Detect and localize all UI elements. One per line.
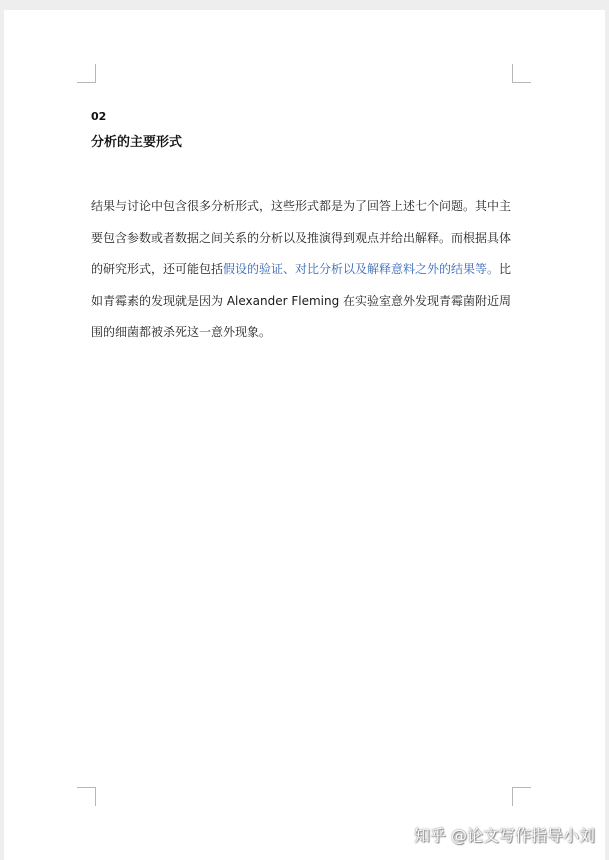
- paragraph-text-after-highlight: 比如青霉素的发现就是因为 Alexander Fleming 在实验室意外发现青霉菌附近周围的细菌都被杀死这一意外现象。: [91, 262, 512, 339]
- zhihu-watermark: 知乎 @论文写作指导小刘: [413, 826, 595, 845]
- page-corner-mark-top-right: [512, 64, 531, 83]
- document-page: [4, 10, 605, 860]
- body-paragraph: [91, 191, 521, 349]
- page-corner-mark-bottom-left: [77, 787, 96, 806]
- page-corner-mark-bottom-right: [512, 787, 531, 806]
- paragraph-highlighted-text: 假设的验证、对比分析以及解释意料之外的结果等。: [223, 262, 500, 276]
- section-title: 分析的主要形式: [91, 135, 183, 150]
- section-number: 02: [91, 110, 107, 123]
- paragraph-text-before-highlight: 结果与讨论中包含很多分析形式，这些形式都是为了回答上述七个问题。其中主要包含参数或者数据之间关系的分析以及推演得到观点并给出解释。而根据具体的研究形式，还可能包括: [91, 199, 512, 276]
- page-corner-mark-top-left: [77, 64, 96, 83]
